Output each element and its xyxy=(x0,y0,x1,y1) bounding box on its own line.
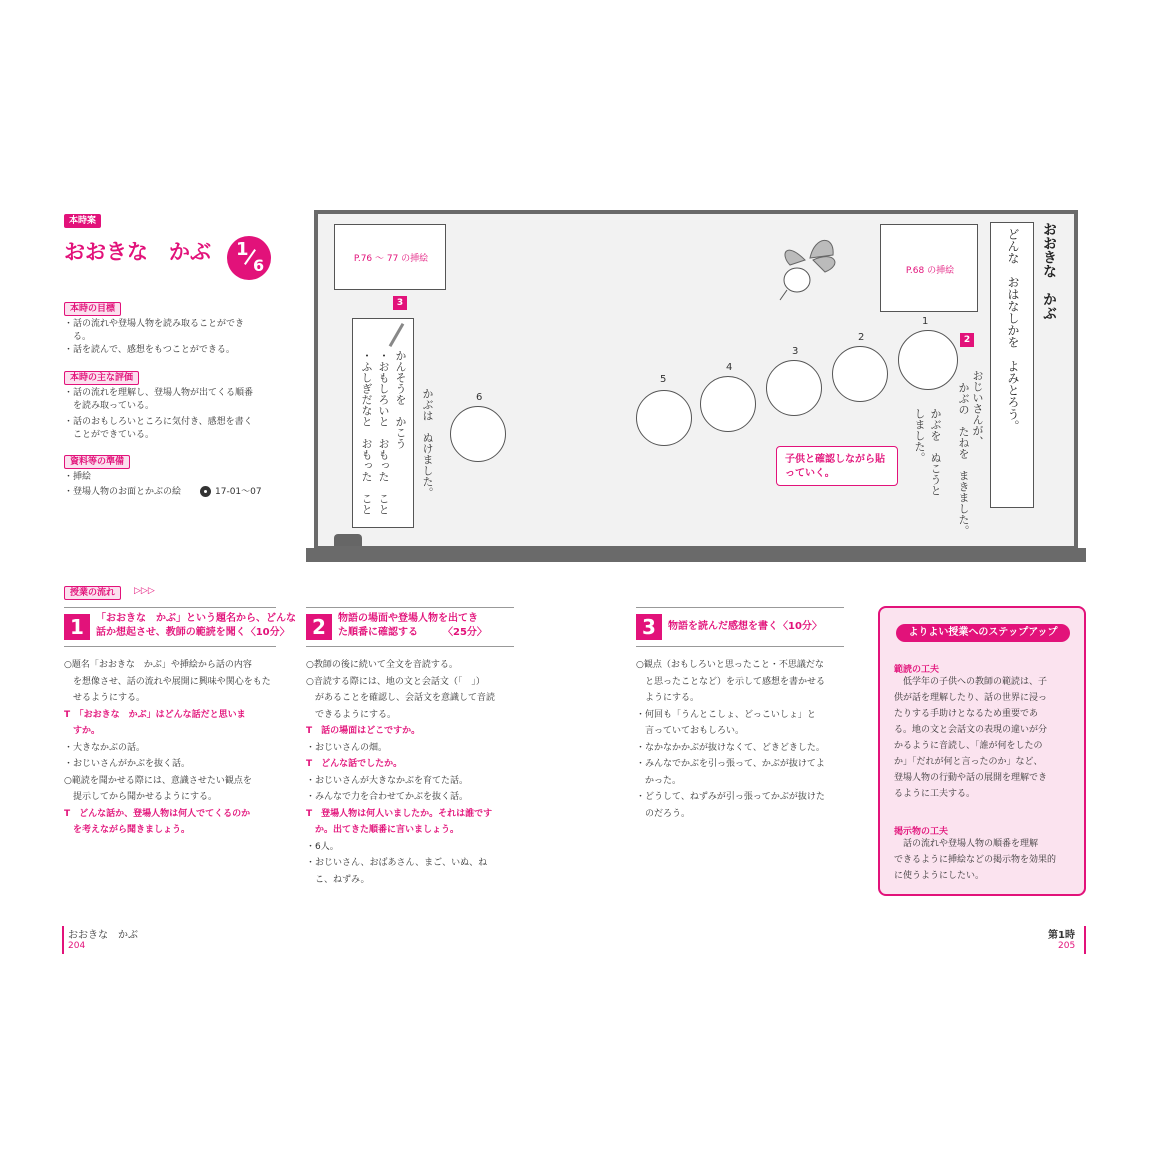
body-line: のだろう。 xyxy=(636,808,691,819)
board-text: かぶの たねを まきました。 xyxy=(957,382,970,536)
flow-arrows: ▷▷▷ xyxy=(134,586,155,596)
char-number: 5 xyxy=(660,374,667,385)
dog-mask-icon xyxy=(700,376,756,432)
lesson-plan-tag: 本時案 xyxy=(64,214,101,228)
stepup-title: よりよい授業へのステップアップ xyxy=(896,624,1070,642)
char-number: 1 xyxy=(922,316,929,327)
body-line: ・おじいさんがかぶを抜く話。 xyxy=(64,759,191,769)
footer-left-bar xyxy=(62,926,64,954)
goals-label: 本時の目標 xyxy=(64,302,121,316)
evaluation-line: ことができている。 xyxy=(64,430,155,440)
body-line: を考えながら聞きましょう。 xyxy=(64,825,191,835)
body-line: があることを確認し、会話文を意識して音読 xyxy=(306,693,496,703)
marker-2: 2 xyxy=(960,333,974,347)
footer-right-page: 205 xyxy=(1058,941,1076,951)
stepup-box xyxy=(878,606,1086,896)
body-line: ・おじいさんが大きなかぶを育てた話。 xyxy=(306,775,469,786)
rule xyxy=(636,646,844,647)
evaluation-line: を読み取っている。 xyxy=(64,401,155,411)
goal-line: ・話を読んで、感想をもつことができる。 xyxy=(64,345,235,355)
footer-left-title: おおきな かぶ xyxy=(68,930,138,941)
body-line: かった。 xyxy=(636,775,682,786)
body-line: T 「おおきな かぶ」はどんな話だと思いま xyxy=(64,709,246,720)
body-line: ○教師の後に続いて全文を音読する。 xyxy=(306,660,458,670)
board-text: おじいさんが、 xyxy=(971,370,984,447)
body-line: できるように挿絵などの掲示物を効果的 xyxy=(894,855,1057,865)
body-line: ・みんなで力を合わせてかぶを抜く話。 xyxy=(306,792,469,802)
mouse-mask-icon xyxy=(450,406,506,462)
impression-point: ・ふしぎだなと おもった こと xyxy=(360,350,373,515)
flow-label: 授業の流れ xyxy=(64,586,121,600)
body-line: せるようにする。 xyxy=(64,693,146,703)
body-line: ようにする。 xyxy=(636,693,700,703)
lesson-fraction-badge: 1 6 xyxy=(227,236,271,280)
step-2-heading: 物語の場面や登場人物を出てき xyxy=(338,613,478,624)
body-line: かるように音読し、「誰が何をしたの xyxy=(894,741,1043,751)
goal-line: ・話の流れや登場人物を読み取ることができ xyxy=(64,319,245,329)
step-2-heading: た順番に確認する 〈25分〉 xyxy=(338,627,487,638)
body-line: T 話の場面はどこですか。 xyxy=(306,726,421,736)
grandfather-mask-icon xyxy=(898,330,958,390)
turnip-icon xyxy=(775,230,845,305)
body-line: T 登場人物は何人いましたか。それは誰です xyxy=(306,808,493,819)
footer-left-page: 204 xyxy=(68,941,86,951)
step-3-number: 3 xyxy=(636,614,662,640)
body-line: ・何回も「うんとこしょ、どっこいしょ」と xyxy=(636,709,816,720)
material-code: 17-01〜07 xyxy=(215,487,262,497)
page-title: おおきな かぶ xyxy=(64,240,211,264)
body-line: ・おじいさん、おばあさん、まご、いぬ、ね xyxy=(306,858,488,868)
char-number: 6 xyxy=(476,392,483,403)
board-title: おおきな かぶ xyxy=(1041,222,1057,320)
impression-heading: かんそうを かこう xyxy=(394,350,407,449)
stepup-heading-2: 掲示物の工夫 xyxy=(894,827,949,837)
disc-icon xyxy=(200,486,211,497)
body-line: ・どうして、ねずみが引っ張ってかぶが抜けた xyxy=(636,792,825,802)
body-line: ○題名「おおきな かぶ」や挿絵から話の内容 xyxy=(64,660,252,670)
rule xyxy=(306,607,514,608)
granddaughter-mask-icon xyxy=(766,360,822,416)
footer-right-title: 第1時 xyxy=(1048,930,1075,941)
body-line: 低学年の子供への教師の範読は、子 xyxy=(894,677,1048,687)
body-line: るように工夫する。 xyxy=(894,789,976,799)
char-number: 3 xyxy=(792,346,799,357)
body-line: と思ったことなど）を示して感想を書かせる xyxy=(636,676,826,687)
board-question: どんな おはなしかを よみとろう。 xyxy=(1006,228,1020,432)
footer-right-bar xyxy=(1084,926,1086,954)
goal-line: る。 xyxy=(64,332,92,342)
board-text: しました。 xyxy=(913,408,926,463)
evaluation-label: 本時の主な評価 xyxy=(64,371,139,385)
body-line: ・6人。 xyxy=(306,841,339,852)
illustration-frame-p76: P.76 〜 77 の挿絵 xyxy=(334,224,446,290)
body-line: できるようにする。 xyxy=(306,709,397,720)
materials-label: 資料等の準備 xyxy=(64,455,130,469)
impression-point: ・おもしろいと おもった こと xyxy=(377,350,390,515)
body-line: る。地の文と会話文の表現の違いが分 xyxy=(894,725,1048,735)
evaluation-line: ・話の流れを理解し、登場人物が出てくる順番 xyxy=(64,388,254,398)
body-line: こ、ねずみ。 xyxy=(306,874,370,885)
marker-3: 3 xyxy=(393,296,407,310)
rule xyxy=(64,607,276,608)
step-1-heading: 話か想起させ、教師の範読を聞く〈10分〉 xyxy=(96,627,290,638)
material-line: ・登場人物のお面とかぶの絵 xyxy=(64,487,182,497)
char-number: 4 xyxy=(726,362,733,373)
body-line: T どんな話か、登場人物は何人でてくるのか xyxy=(64,808,251,819)
body-line: 提示してから聞かせるようにする。 xyxy=(64,792,218,802)
body-line: 言っていておもしろい。 xyxy=(636,726,745,736)
rule xyxy=(636,607,844,608)
body-line: T どんな話でしたか。 xyxy=(306,759,403,769)
eraser-icon xyxy=(334,534,362,546)
body-line: ○観点（おもしろいと思ったこと・不思議だな xyxy=(636,660,824,670)
body-line: ・大きなかぶの話。 xyxy=(64,742,146,753)
body-line: ・なかなかかぶが抜けなくて、どきどきした。 xyxy=(636,742,825,753)
body-line: か。出てきた順番に言いましょう。 xyxy=(306,825,460,835)
rule xyxy=(306,646,514,647)
evaluation-line: ・話のおもしろいところに気付き、感想を書く xyxy=(64,417,253,427)
material-line: ・挿絵 xyxy=(64,472,92,482)
callout-box: 子供と確認しながら貼っていく。 xyxy=(776,446,898,486)
step-3-heading: 物語を読んだ感想を書く〈10分〉 xyxy=(668,621,822,632)
body-line: に使うようにしたい。 xyxy=(894,871,985,881)
chalk-tray xyxy=(306,548,1086,562)
body-line: ○範読を聞かせる際には、意識させたい観点を xyxy=(64,775,252,786)
body-line: ・みんなでかぶを引っ張って、かぶが抜けてよ xyxy=(636,759,825,769)
step-2-number: 2 xyxy=(306,614,332,640)
body-line: 供が話を理解したり、話の世界に浸っ xyxy=(894,693,1048,703)
body-line: ・おじいさんの畑。 xyxy=(306,742,388,753)
char-number: 2 xyxy=(858,332,865,343)
body-line: すか。 xyxy=(64,726,101,736)
cat-mask-icon xyxy=(636,390,692,446)
body-line: ○音読する際には、地の文と会話文（「 」） xyxy=(306,676,485,687)
body-line: たりする手助けとなるため重要であ xyxy=(894,709,1039,719)
board-text-end: かぶは ぬけました。 xyxy=(421,388,434,498)
board-text: かぶを ぬこうと xyxy=(929,408,942,496)
rule xyxy=(64,646,276,647)
stepup-heading-1: 範読の工夫 xyxy=(894,665,940,675)
body-line: 話の流れや登場人物の順番を理解 xyxy=(894,839,1039,849)
grandmother-mask-icon xyxy=(832,346,888,402)
body-line: 登場人物の行動や話の展開を理解でき xyxy=(894,773,1048,783)
body-line: を想像させ、話の流れや展開に興味や関心をもた xyxy=(64,676,271,687)
body-line: か」「だれが何と言ったのか」など、 xyxy=(894,757,1043,767)
step-1-heading: 「おおきな かぶ」という題名から、どんな xyxy=(96,613,296,624)
step-1-number: 1 xyxy=(64,614,90,640)
illustration-frame-p68: P.68 の挿絵 xyxy=(880,224,978,312)
